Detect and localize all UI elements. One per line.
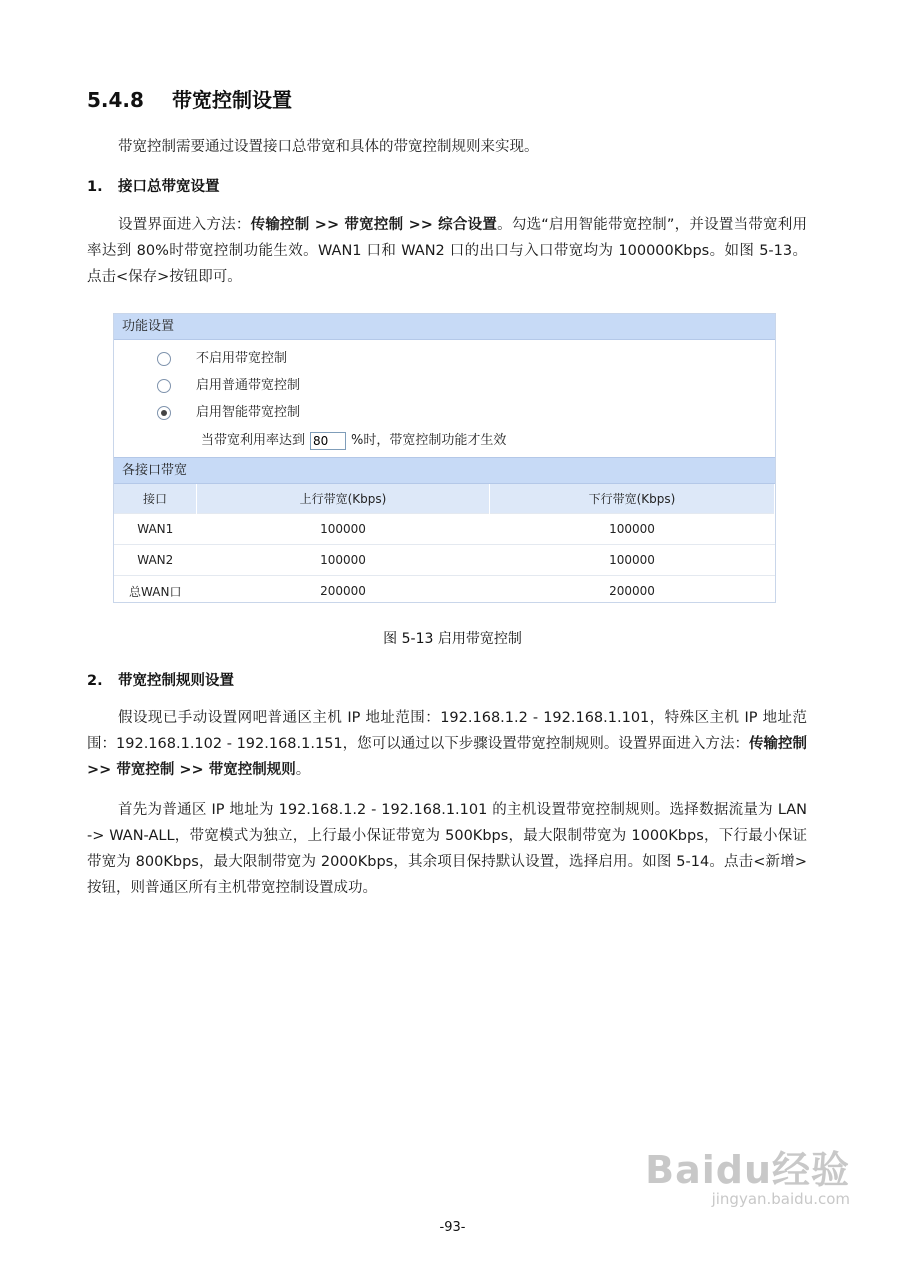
header-label: 各接口带宽: [122, 463, 188, 478]
watermark-brand: Baidu经验: [645, 1148, 850, 1192]
column-header: 下行带宽(Kbps): [490, 484, 775, 514]
subsection-1-paragraph: [87, 212, 807, 290]
radio-normal-bandwidth-control[interactable]: [157, 376, 300, 396]
column-header: 接口: [114, 484, 197, 514]
section-number: 5.4.8: [87, 88, 144, 112]
subsection-1-title: 接口总带宽设置: [118, 179, 220, 195]
subsection-2-title: 带宽控制规则设置: [118, 673, 234, 689]
threshold-prefix: 当带宽利用率达到: [201, 433, 306, 448]
upload-cell: 100000: [197, 545, 490, 576]
radio-disable-bandwidth-control[interactable]: [157, 349, 287, 369]
interface-cell: 总WAN口: [114, 576, 197, 607]
intro-paragraph: 带宽控制需要通过设置接口总带宽和具体的带宽控制规则来实现。: [118, 139, 539, 155]
page-number: -93-: [439, 1220, 466, 1235]
interface-bandwidth-table: [114, 484, 775, 606]
radio-icon[interactable]: [157, 352, 171, 366]
text: 假设现已手动设置网吧普通区主机 IP 地址范围：192.168.1.2 - 192.168.1.101，特殊区主机 IP 地址范围：192.168.1.102 - 192.168.1.151，您可以通过以下步骤设置带宽控制规则。设置界面进入方法：: [87, 710, 807, 752]
text: 。: [295, 762, 311, 778]
threshold-input[interactable]: [310, 432, 346, 450]
column-header: 上行带宽(Kbps): [197, 484, 490, 514]
figure-caption: 图 5-13 启用带宽控制: [383, 631, 522, 647]
baidu-watermark: [645, 1150, 850, 1208]
radio-checked-icon[interactable]: [157, 406, 171, 420]
radio-label: 启用智能带宽控制: [196, 405, 301, 420]
subsection-2-heading: [87, 669, 234, 690]
upload-cell: 100000: [197, 514, 490, 545]
interface-cell: WAN2: [114, 545, 197, 576]
radio-smart-bandwidth-control[interactable]: [157, 403, 300, 423]
interface-cell: WAN1: [114, 514, 197, 545]
section-heading: [87, 84, 292, 113]
radio-label: 不启用带宽控制: [196, 351, 288, 366]
text: 。勾选“启用智能带宽控制”，并设置当带宽利用率达到 80%时带宽控制功能生效。WAN1 口和 WAN2 口的出口与入口带宽均为 100000Kbps。如图 5-13。点击<保存>按钮即可。: [87, 217, 808, 285]
subsection-1-heading: [87, 175, 220, 196]
subsection-2-number: 2.: [87, 673, 103, 689]
upload-cell: 200000: [197, 576, 490, 607]
menu-path: 传输控制 >> 带宽控制 >> 带宽控制规则: [87, 736, 808, 778]
table-row: [114, 576, 775, 607]
radio-icon[interactable]: [157, 379, 171, 393]
subsection-1-number: 1.: [87, 179, 103, 195]
function-settings-header: [114, 314, 775, 340]
download-cell: 200000: [490, 576, 775, 607]
bandwidth-settings-screenshot: [113, 313, 776, 603]
download-cell: 100000: [490, 545, 775, 576]
text: 设置界面进入方法：: [118, 217, 251, 233]
menu-path: 传输控制 >> 带宽控制 >> 综合设置: [250, 217, 498, 233]
radio-label: 启用普通带宽控制: [196, 378, 301, 393]
header-label: 功能设置: [122, 319, 175, 334]
subsection-2-paragraph-1: [87, 705, 807, 783]
watermark-url: jingyan.baidu.com: [711, 1190, 850, 1208]
table-row: [114, 514, 775, 545]
threshold-row: [201, 431, 506, 451]
table-row: [114, 545, 775, 576]
threshold-suffix: %时，带宽控制功能才生效: [351, 433, 507, 448]
section-title: 带宽控制设置: [172, 88, 292, 112]
subsection-2-paragraph-2: 首先为普通区 IP 地址为 192.168.1.2 - 192.168.1.101 的主机设置带宽控制规则。选择数据流量为 LAN -> WAN-ALL，带宽模式为独立，上行最小保证带宽为 500Kbps，最大限制带宽为 1000Kbps，下行最小保证带宽为 800Kbps，最大限制带宽为 2000Kbps，其余项目保持默认设置，选择启用。如图 5-14。点击<新增>按钮，则普通区所有主机带宽控制设置成功。: [87, 802, 807, 896]
interface-bandwidth-header: [114, 457, 775, 484]
download-cell: 100000: [490, 514, 775, 545]
